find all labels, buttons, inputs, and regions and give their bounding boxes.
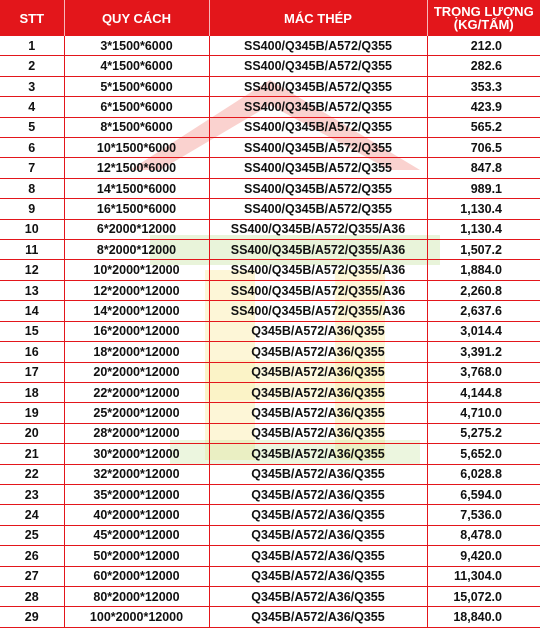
- cell-grade: Q345B/A572/A36/Q355: [209, 464, 427, 484]
- cell-spec: 60*2000*12000: [64, 566, 209, 586]
- table-row: [0, 362, 540, 382]
- cell-weight: 1,130.4: [427, 199, 540, 219]
- cell-weight: 5,652.0: [427, 444, 540, 464]
- cell-stt: 7: [0, 158, 64, 178]
- cell-weight: 11,304.0: [427, 566, 540, 586]
- cell-stt: 25: [0, 525, 64, 545]
- cell-stt: 29: [0, 607, 64, 627]
- header-spec: QUY CÁCH: [64, 0, 209, 36]
- header-grade: MÁC THÉP: [209, 0, 427, 36]
- cell-stt: 15: [0, 321, 64, 341]
- table-row: [0, 586, 540, 606]
- cell-grade: Q345B/A572/A36/Q355: [209, 403, 427, 423]
- cell-weight: 423.9: [427, 97, 540, 117]
- cell-spec: 12*1500*6000: [64, 158, 209, 178]
- cell-spec: 4*1500*6000: [64, 56, 209, 76]
- cell-spec: 3*1500*6000: [64, 36, 209, 56]
- cell-grade: SS400/Q345B/A572/Q355: [209, 76, 427, 96]
- cell-stt: 2: [0, 56, 64, 76]
- cell-spec: 30*2000*12000: [64, 444, 209, 464]
- cell-grade: Q345B/A572/A36/Q355: [209, 382, 427, 402]
- cell-grade: Q345B/A572/A36/Q355: [209, 525, 427, 545]
- cell-spec: 8*2000*12000: [64, 240, 209, 260]
- table-row: [0, 219, 540, 239]
- cell-stt: 5: [0, 117, 64, 137]
- cell-weight: 282.6: [427, 56, 540, 76]
- cell-spec: 10*2000*12000: [64, 260, 209, 280]
- cell-grade: Q345B/A572/A36/Q355: [209, 546, 427, 566]
- cell-spec: 16*2000*12000: [64, 321, 209, 341]
- cell-spec: 8*1500*6000: [64, 117, 209, 137]
- table-row: [0, 158, 540, 178]
- cell-stt: 27: [0, 566, 64, 586]
- table-row: [0, 464, 540, 484]
- cell-spec: 5*1500*6000: [64, 76, 209, 96]
- cell-grade: Q345B/A572/A36/Q355: [209, 423, 427, 443]
- cell-stt: 23: [0, 484, 64, 504]
- cell-stt: 10: [0, 219, 64, 239]
- cell-stt: 20: [0, 423, 64, 443]
- table-row: [0, 382, 540, 402]
- cell-spec: 14*1500*6000: [64, 178, 209, 198]
- table-row: [0, 321, 540, 341]
- cell-stt: 16: [0, 342, 64, 362]
- header-stt: STT: [0, 0, 64, 36]
- table-row: [0, 178, 540, 198]
- cell-weight: 4,144.8: [427, 382, 540, 402]
- cell-grade: SS400/Q345B/A572/Q355/A36: [209, 260, 427, 280]
- table-row: [0, 260, 540, 280]
- cell-grade: Q345B/A572/A36/Q355: [209, 484, 427, 504]
- cell-grade: SS400/Q345B/A572/Q355: [209, 117, 427, 137]
- cell-stt: 19: [0, 403, 64, 423]
- cell-grade: Q345B/A572/A36/Q355: [209, 342, 427, 362]
- table-row: [0, 566, 540, 586]
- cell-grade: SS400/Q345B/A572/Q355: [209, 56, 427, 76]
- table-row: [0, 117, 540, 137]
- table-header-row: [0, 0, 540, 36]
- table-row: [0, 301, 540, 321]
- table-row: [0, 607, 540, 627]
- cell-grade: Q345B/A572/A36/Q355: [209, 566, 427, 586]
- cell-stt: 8: [0, 178, 64, 198]
- cell-stt: 26: [0, 546, 64, 566]
- header-weight: [427, 0, 540, 36]
- table-row: [0, 423, 540, 443]
- table-row: [0, 138, 540, 158]
- cell-spec: 25*2000*12000: [64, 403, 209, 423]
- cell-grade: Q345B/A572/A36/Q355: [209, 505, 427, 525]
- cell-grade: SS400/Q345B/A572/Q355: [209, 138, 427, 158]
- cell-weight: 2,637.6: [427, 301, 540, 321]
- cell-weight: 4,710.0: [427, 403, 540, 423]
- cell-weight: 3,391.2: [427, 342, 540, 362]
- table-row: [0, 76, 540, 96]
- cell-weight: 15,072.0: [427, 586, 540, 606]
- cell-grade: SS400/Q345B/A572/Q355: [209, 36, 427, 56]
- cell-spec: 28*2000*12000: [64, 423, 209, 443]
- cell-grade: SS400/Q345B/A572/Q355: [209, 158, 427, 178]
- cell-stt: 17: [0, 362, 64, 382]
- cell-weight: 18,840.0: [427, 607, 540, 627]
- cell-spec: 12*2000*12000: [64, 280, 209, 300]
- cell-spec: 35*2000*12000: [64, 484, 209, 504]
- cell-grade: Q345B/A572/A36/Q355: [209, 607, 427, 627]
- cell-grade: Q345B/A572/A36/Q355: [209, 444, 427, 464]
- cell-spec: 18*2000*12000: [64, 342, 209, 362]
- cell-grade: Q345B/A572/A36/Q355: [209, 321, 427, 341]
- cell-weight: 353.3: [427, 76, 540, 96]
- cell-spec: 45*2000*12000: [64, 525, 209, 545]
- cell-weight: 1,130.4: [427, 219, 540, 239]
- table-row: [0, 56, 540, 76]
- cell-stt: 13: [0, 280, 64, 300]
- cell-spec: 80*2000*12000: [64, 586, 209, 606]
- cell-spec: 32*2000*12000: [64, 464, 209, 484]
- cell-weight: 706.5: [427, 138, 540, 158]
- cell-grade: SS400/Q345B/A572/Q355/A36: [209, 240, 427, 260]
- table-row: [0, 484, 540, 504]
- cell-grade: Q345B/A572/A36/Q355: [209, 362, 427, 382]
- table-row: [0, 97, 540, 117]
- cell-weight: 565.2: [427, 117, 540, 137]
- cell-grade: SS400/Q345B/A572/Q355/A36: [209, 301, 427, 321]
- cell-grade: SS400/Q345B/A572/Q355: [209, 199, 427, 219]
- cell-weight: 6,028.8: [427, 464, 540, 484]
- cell-spec: 6*1500*6000: [64, 97, 209, 117]
- cell-spec: 10*1500*6000: [64, 138, 209, 158]
- cell-stt: 3: [0, 76, 64, 96]
- cell-weight: 847.8: [427, 158, 540, 178]
- cell-weight: 989.1: [427, 178, 540, 198]
- table-row: [0, 403, 540, 423]
- cell-stt: 12: [0, 260, 64, 280]
- cell-grade: SS400/Q345B/A572/Q355/A36: [209, 219, 427, 239]
- table-row: [0, 505, 540, 525]
- cell-grade: SS400/Q345B/A572/Q355: [209, 178, 427, 198]
- table-row: [0, 36, 540, 56]
- cell-weight: 5,275.2: [427, 423, 540, 443]
- cell-spec: 16*1500*6000: [64, 199, 209, 219]
- cell-weight: 7,536.0: [427, 505, 540, 525]
- cell-stt: 9: [0, 199, 64, 219]
- cell-weight: 2,260.8: [427, 280, 540, 300]
- table-row: [0, 342, 540, 362]
- cell-weight: 6,594.0: [427, 484, 540, 504]
- cell-spec: 40*2000*12000: [64, 505, 209, 525]
- table-row: [0, 444, 540, 464]
- cell-grade: Q345B/A572/A36/Q355: [209, 586, 427, 606]
- cell-spec: 50*2000*12000: [64, 546, 209, 566]
- cell-stt: 1: [0, 36, 64, 56]
- cell-weight: 3,768.0: [427, 362, 540, 382]
- header-weight-line1: TRỌNG LƯỢNG: [433, 4, 534, 19]
- header-weight-line2: (KG/TẤM): [453, 17, 514, 32]
- cell-stt: 6: [0, 138, 64, 158]
- cell-stt: 18: [0, 382, 64, 402]
- cell-stt: 21: [0, 444, 64, 464]
- cell-spec: 6*2000*12000: [64, 219, 209, 239]
- cell-weight: 212.0: [427, 36, 540, 56]
- cell-grade: SS400/Q345B/A572/Q355/A36: [209, 280, 427, 300]
- table-row: [0, 546, 540, 566]
- cell-weight: 1,884.0: [427, 260, 540, 280]
- cell-stt: 4: [0, 97, 64, 117]
- cell-spec: 100*2000*12000: [64, 607, 209, 627]
- cell-stt: 22: [0, 464, 64, 484]
- cell-weight: 3,014.4: [427, 321, 540, 341]
- cell-stt: 11: [0, 240, 64, 260]
- cell-spec: 22*2000*12000: [64, 382, 209, 402]
- cell-spec: 20*2000*12000: [64, 362, 209, 382]
- table-row: [0, 525, 540, 545]
- cell-stt: 24: [0, 505, 64, 525]
- cell-spec: 14*2000*12000: [64, 301, 209, 321]
- table-row: [0, 199, 540, 219]
- cell-stt: 28: [0, 586, 64, 606]
- table-row: [0, 280, 540, 300]
- cell-weight: 8,478.0: [427, 525, 540, 545]
- cell-weight: 9,420.0: [427, 546, 540, 566]
- table-row: [0, 240, 540, 260]
- cell-weight: 1,507.2: [427, 240, 540, 260]
- cell-stt: 14: [0, 301, 64, 321]
- cell-grade: SS400/Q345B/A572/Q355: [209, 97, 427, 117]
